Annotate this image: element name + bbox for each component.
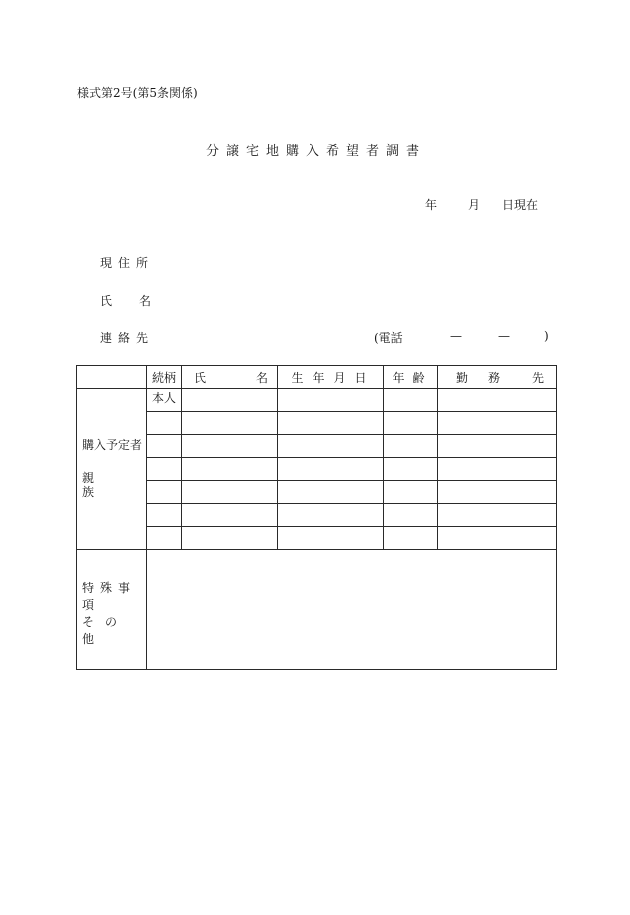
table-header-row bbox=[77, 366, 557, 389]
age-cell[interactable] bbox=[384, 481, 438, 504]
phone-open: (電話 bbox=[374, 331, 403, 345]
group-label-buyer: 購入予定者 bbox=[82, 438, 143, 453]
birthdate-cell[interactable] bbox=[278, 527, 384, 550]
header-birthdate: 生年月日 bbox=[278, 366, 384, 389]
header-age: 年齢 bbox=[384, 366, 438, 389]
date-day-label: 日現在 bbox=[501, 198, 538, 212]
workplace-cell[interactable] bbox=[438, 435, 557, 458]
table-row bbox=[77, 412, 557, 435]
date-line bbox=[425, 196, 538, 213]
table-row bbox=[77, 527, 557, 550]
birthdate-cell[interactable] bbox=[278, 435, 384, 458]
relation-cell[interactable] bbox=[147, 435, 182, 458]
phone-dash-2: — bbox=[498, 329, 510, 343]
phone-dash-1: — bbox=[450, 329, 462, 343]
relation-cell[interactable] bbox=[147, 481, 182, 504]
age-cell[interactable] bbox=[384, 435, 438, 458]
table-row bbox=[77, 435, 557, 458]
name-cell[interactable] bbox=[182, 412, 278, 435]
age-cell[interactable] bbox=[384, 389, 438, 412]
special-notes-row bbox=[77, 550, 557, 670]
age-cell[interactable] bbox=[384, 527, 438, 550]
contact-row bbox=[100, 329, 154, 346]
special-notes-label: 特殊事項 bbox=[82, 581, 137, 612]
relation-cell-self: 本人 bbox=[147, 389, 182, 412]
name-cell[interactable] bbox=[182, 458, 278, 481]
table-row bbox=[77, 481, 557, 504]
name-cell[interactable] bbox=[182, 504, 278, 527]
table-row bbox=[77, 458, 557, 481]
age-cell[interactable] bbox=[384, 412, 438, 435]
special-notes-field[interactable] bbox=[147, 550, 557, 670]
birthdate-cell[interactable] bbox=[278, 504, 384, 527]
date-month-label: 月 bbox=[467, 198, 480, 212]
special-notes-label-cell bbox=[77, 550, 147, 670]
name-cell[interactable] bbox=[182, 435, 278, 458]
phone-close: ) bbox=[544, 329, 549, 343]
header-blank-cell bbox=[77, 366, 147, 389]
special-other-label: その他 bbox=[82, 615, 129, 646]
relation-cell[interactable] bbox=[147, 412, 182, 435]
header-work-part-3: 先 bbox=[532, 370, 545, 385]
birthdate-cell[interactable] bbox=[278, 481, 384, 504]
address-label: 現住所 bbox=[100, 256, 155, 270]
document-title: 分譲宅地購入希望者調書 bbox=[205, 144, 426, 159]
relation-cell[interactable] bbox=[147, 458, 182, 481]
name-label: 氏名 bbox=[100, 294, 179, 308]
name-cell[interactable] bbox=[182, 481, 278, 504]
header-name bbox=[182, 366, 278, 389]
group-label-cell bbox=[77, 389, 147, 550]
phone-field bbox=[374, 329, 549, 346]
header-name-part-1: 氏 bbox=[194, 370, 207, 385]
name-cell[interactable] bbox=[182, 389, 278, 412]
birthdate-cell[interactable] bbox=[278, 458, 384, 481]
header-name-part-2: 名 bbox=[256, 370, 269, 385]
contact-label: 連絡先 bbox=[100, 331, 155, 345]
table-row bbox=[77, 504, 557, 527]
name-row bbox=[100, 292, 178, 309]
header-work-part-2: 務 bbox=[488, 370, 501, 385]
workplace-cell[interactable] bbox=[438, 389, 557, 412]
header-work-part-1: 勤 bbox=[456, 370, 469, 385]
address-row bbox=[100, 254, 154, 271]
family-table bbox=[76, 365, 557, 670]
name-cell[interactable] bbox=[182, 527, 278, 550]
header-workplace bbox=[438, 366, 557, 389]
birthdate-cell[interactable] bbox=[278, 389, 384, 412]
relation-cell[interactable] bbox=[147, 504, 182, 527]
age-cell[interactable] bbox=[384, 458, 438, 481]
table-row bbox=[77, 389, 557, 412]
workplace-cell[interactable] bbox=[438, 458, 557, 481]
workplace-cell[interactable] bbox=[438, 527, 557, 550]
form-number: 様式第2号(第5条関係) bbox=[77, 86, 198, 100]
group-label-relatives: 親族 bbox=[82, 470, 125, 500]
age-cell[interactable] bbox=[384, 504, 438, 527]
birthdate-cell[interactable] bbox=[278, 412, 384, 435]
workplace-cell[interactable] bbox=[438, 504, 557, 527]
header-relation: 続柄 bbox=[147, 366, 182, 389]
workplace-cell[interactable] bbox=[438, 412, 557, 435]
relation-cell[interactable] bbox=[147, 527, 182, 550]
workplace-cell[interactable] bbox=[438, 481, 557, 504]
date-year-label: 年 bbox=[424, 198, 437, 212]
